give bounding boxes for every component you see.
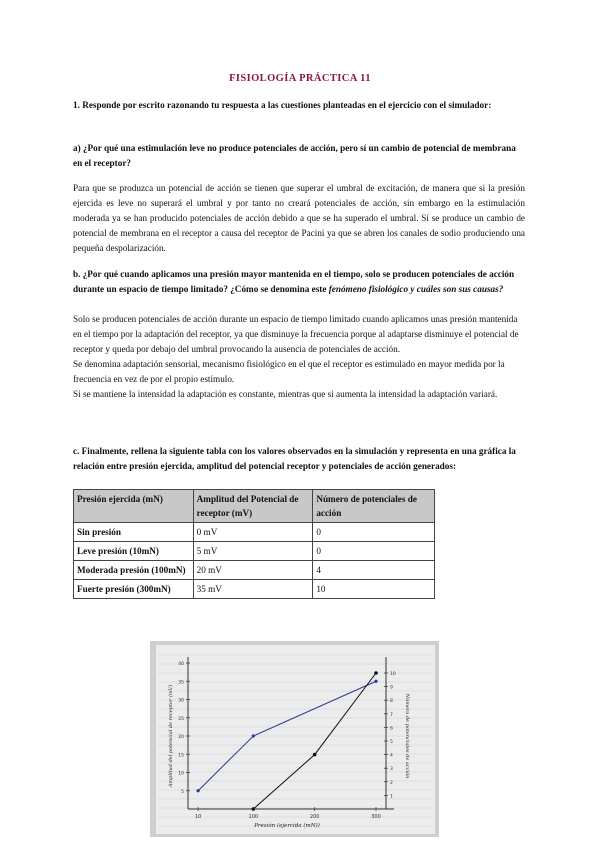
- table-cell: 0: [313, 542, 435, 561]
- answer-b: [73, 312, 525, 402]
- question-a: a) ¿Por qué una estimulación leve no produce potenciales de acción, pero sí un cambio de potencial de membrana en el receptor?: [73, 143, 516, 168]
- x-tick-label: 300: [371, 814, 381, 820]
- series-amplitude-point: [374, 680, 377, 683]
- table-cell: 20 mV: [193, 561, 313, 580]
- table-cell: 5 mV: [193, 542, 313, 561]
- table-cell: 0: [313, 523, 435, 542]
- y-tick-label: 5: [181, 789, 184, 795]
- answer-a: Para que se produzca un potencial de acción se tienen que superar el umbral de excitación, de manera que si la presión ejercida es leve no superará el umbral y por tanto no creará potenciales de acción, sin embargo en la estimulación moderada ya se han producido potenciales de acción debido a que se ha superado el umbral. Sí se produce un cambio de potencial de membrana en el receptor a causa del receptor de Pacini ya que se abren los canales de sodio produciendo una pequeña despolarización.: [73, 183, 525, 253]
- table-header-row: [74, 490, 435, 523]
- y2-axis-label: Número de potenciales de acción: [404, 693, 410, 779]
- table-cell: Moderada presión (100mN): [74, 561, 194, 580]
- y-tick-label: 15: [178, 753, 184, 759]
- x-axis-label: Presión (ejercida (mN)): [254, 823, 320, 829]
- table-cell: Sin presión: [74, 523, 194, 542]
- question-b-italic: fenómeno fisiológico y cuáles son sus causas?: [328, 284, 504, 294]
- table-header: Presión ejercida (mN): [74, 490, 194, 523]
- y-tick-label: 40: [178, 662, 184, 667]
- question-1: 1. Responde por escrito razonando tu respuesta a las cuestiones planteadas en el ejercicio con el simulador:: [73, 100, 492, 110]
- table-cell: 0 mV: [193, 523, 313, 542]
- y-tick-label: 25: [178, 716, 184, 722]
- y2-tick-label: 10: [390, 672, 396, 677]
- y2-tick-label: 9: [390, 685, 393, 691]
- x-tick-label: 10: [194, 814, 202, 820]
- y2-tick-label: 1: [390, 794, 393, 800]
- table-row: [74, 542, 435, 561]
- y2-tick-label: 2: [390, 780, 393, 786]
- y-axis-label: Amplitud del potencial de receptor (mV): [168, 684, 174, 788]
- table-cell: Leve presión (10mN): [74, 542, 194, 561]
- y2-tick-label: 8: [390, 699, 393, 705]
- series-amplitude-point: [252, 734, 255, 737]
- y-tick-label: 10: [178, 771, 184, 777]
- table-header: Amplitud del Potencial de receptor (mV): [193, 490, 313, 523]
- y-tick-label: 35: [178, 680, 184, 686]
- page-title: FISIOLOGÍA PRÁCTICA 11: [229, 73, 371, 84]
- answer-b-paragraph-1: Solo se producen potenciales de acción durante un espacio de tiempo limitado cuando aplicamos unas presión mantenida en el tiempo por la adaptación del receptor, ya que disminuye la frecuencia porque al adaptarse disminuye el potencial de receptor y queda por debajo del umbral provocando la ausencia de potenciales de acción.: [73, 314, 519, 354]
- question-b: [73, 267, 525, 297]
- table-header: Número de potenciales de acción: [313, 490, 435, 523]
- table-row: [74, 580, 435, 599]
- table-cell: 35 mV: [193, 580, 313, 599]
- series-action-potentials-point: [252, 807, 256, 811]
- table-cell: Fuerte presión (300mN): [74, 580, 194, 599]
- y-tick-label: 30: [178, 698, 184, 704]
- y2-tick-label: 6: [390, 726, 393, 732]
- y2-tick-label: 4: [390, 753, 393, 759]
- question-b-bold: b. ¿Por qué cuando aplicamos una presión mayor mantenida en el tiempo, solo se producen potenciales de acción durante un espacio de tiempo limitado? ¿Cómo se denomina este: [73, 269, 515, 294]
- answer-b-paragraph-2: Se denomina adaptación sensorial, mecanismo fisiológico en el que el receptor es estimulado en mayor medida por la frecuencia en vez de por el propio estímulo.: [73, 359, 505, 384]
- x-tick-label: 100: [248, 814, 259, 820]
- hand-drawn-graph-photo: [150, 641, 439, 837]
- results-table: [73, 489, 435, 599]
- y-tick-label: 20: [178, 735, 184, 740]
- x-tick-label: 200: [309, 814, 320, 820]
- y2-tick-label: 3: [390, 767, 393, 773]
- y2-tick-label: 5: [390, 740, 393, 745]
- question-c: c. Finalmente, rellena la siguiente tabla con los valores observados en la simulación y representa en una gráfica la relación entre presión ejercida, amplitud del potencial receptor y potenciales de acción generados:: [73, 446, 516, 471]
- answer-b-paragraph-3: Si se mantiene la intensidad la adaptación es constante, mientras que si aumenta la intensidad la adaptación variará.: [73, 389, 498, 399]
- table-cell: 10: [313, 580, 435, 599]
- table-row: [74, 523, 435, 542]
- series-amplitude-point: [197, 789, 200, 792]
- table-row: [74, 561, 435, 580]
- table-cell: 4: [313, 561, 435, 580]
- series-action-potentials-point: [374, 671, 378, 675]
- y2-tick-label: 7: [390, 712, 393, 718]
- series-action-potentials-point: [313, 753, 317, 757]
